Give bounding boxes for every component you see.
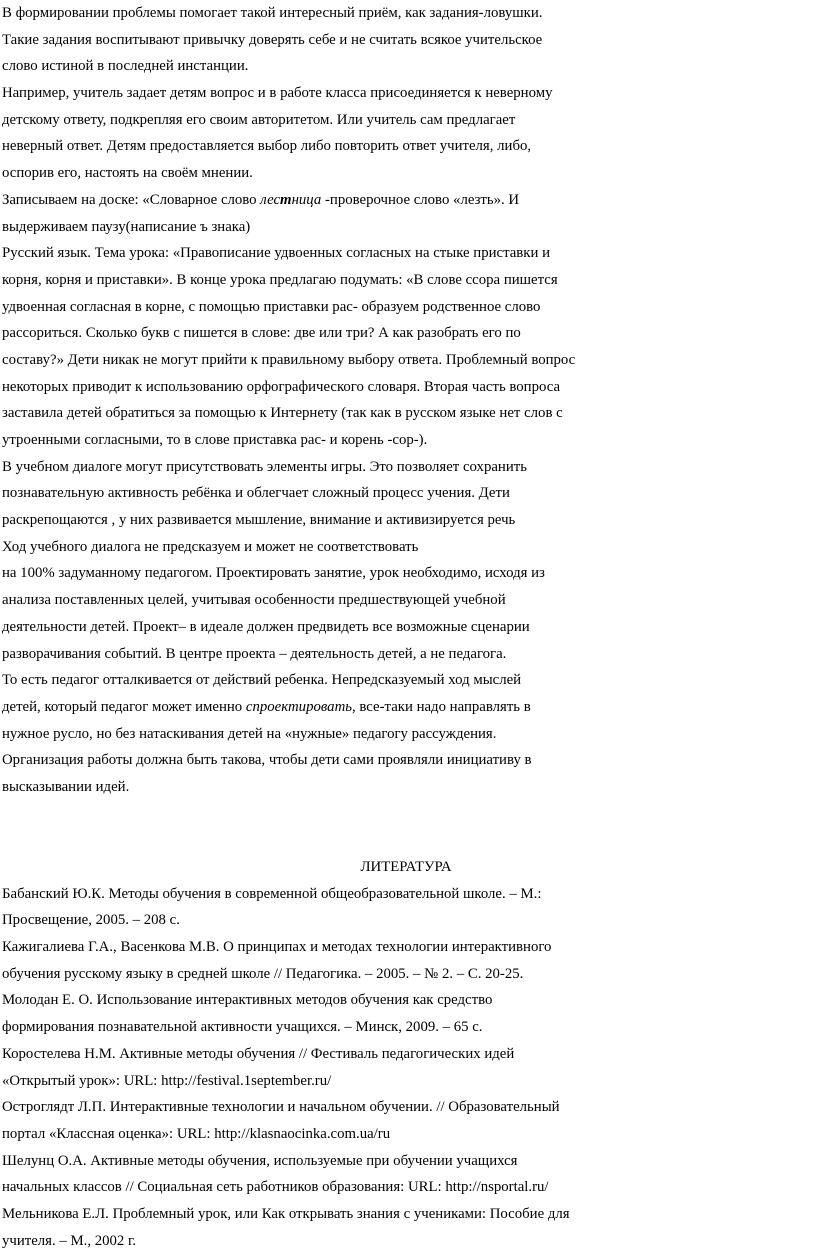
literature-heading: ЛИТЕРАТУРА <box>360 859 452 875</box>
text-line: рассориться. Сколько букв с пишется в слове: две или три? А как разобрать его по <box>2 325 521 342</box>
spacer <box>2 801 810 828</box>
spacer <box>2 827 810 854</box>
literature-line: «Открытый урок»: URL: http://festival.1september.ru/ <box>2 1072 332 1089</box>
project-line-italic: спроектировать <box>245 698 352 715</box>
dictionary-word-suffix: ница <box>291 191 322 208</box>
literature-line: учителя. – М., 2002 г. <box>2 1232 137 1249</box>
text-line: корня, корня и приставки». В конце урока предлагаю подумать: «В слове ссора пишется <box>2 271 558 288</box>
text-line: на 100% задуманному педагогом. Проектировать занятие, урок необходимо, исходя из <box>2 565 545 582</box>
text-line: удвоенная согласная в корне, с помощью приставки рас- образуем родственное слово <box>2 298 541 315</box>
text-line: Такие задания воспитывают привычку доверять себе и не считать всякое учительское <box>2 31 543 48</box>
text-line: раскрепощаются , у них развивается мышление, внимание и активизируется речь <box>2 512 516 529</box>
text-line: Русский язык. Тема урока: «Правописание удвоенных согласных на стыке приставки и <box>2 245 551 262</box>
literature-line: Остроглядт Л.П. Интерактивные технологии и начальном обучении. // Образовательный <box>2 1099 560 1116</box>
text-line: То есть педагог отталкивается от действий ребенка. Непредсказуемый ход мыслей <box>2 672 522 689</box>
text-line: неверный ответ. Детям предоставляется выбор либо повторить ответ учителя, либо, <box>2 138 532 155</box>
project-line <box>2 694 810 721</box>
project-line-before: детей, который педагог может именно <box>2 698 246 715</box>
text-line: выдерживаем паузу(написание ъ знака) <box>2 218 251 235</box>
literature-line: обучения русскому языку в средней школе // Педагогика. – 2005. – № 2. – С. 20-25. <box>2 965 524 982</box>
text-line: составу?» Дети никак не могут прийти к правильному выбору ответа. Проблемный вопрос <box>2 351 576 368</box>
text-line: анализа поставленных целей, учитывая особенности предшествующей учебной <box>2 592 506 609</box>
text-line: Организация работы должна быть такова, чтобы дети сами проявляли инициативу в <box>2 752 532 769</box>
text-line: оспорив его, настоять на своём мнении. <box>2 165 253 182</box>
text-line: утроенными согласными, то в слове приставка рас- и корень -сор-). <box>2 432 428 448</box>
text-line: слово истиной в последней инстанции. <box>2 58 249 75</box>
text-line: некоторых приводит к использованию орфографического словаря. Вторая часть вопроса <box>2 378 561 395</box>
board-line <box>2 187 810 214</box>
text-line: В формировании проблемы помогает такой интересный приём, как задания-ловушки. <box>2 5 543 21</box>
literature-list <box>2 881 810 1254</box>
literature-line: Молодан Е. О. Использование интерактивных методов обучения как средство <box>2 992 493 1009</box>
text-line: Например, учитель задает детям вопрос и в работе класса присоединяется к неверному <box>2 85 553 102</box>
text-line: разворачивания событий. В центре проекта – деятельность детей, а не педагога. <box>2 645 507 662</box>
board-line-after: -проверочное слово «лезть». И <box>321 191 520 208</box>
body-text <box>2 0 810 801</box>
project-line-after: , все-таки надо направлять в <box>352 698 531 715</box>
literature-line: Кажигалиева Г.А., Васенкова М.В. О принципах и методах технологии интерактивного <box>2 939 552 956</box>
text-line: Ход учебного диалога не предсказуем и может не соответствовать <box>2 538 419 555</box>
literature-line: начальных классов // Социальная сеть работников образования: URL: http://nsportal.ru/ <box>2 1179 549 1196</box>
text-line: высказывании идей. <box>2 778 130 795</box>
literature-line: портал «Классная оценка»: URL: http://klasnaocinka.com.ua/ru <box>2 1125 391 1142</box>
literature-line: Бабанский Ю.К. Методы обучения в современной общеобразовательной школе. – М.: <box>2 885 542 902</box>
text-line: нужное русло, но без натаскивания детей на «нужные» педагогу рассуждения. <box>2 725 497 742</box>
literature-line: Коростелева Н.М. Активные методы обучения // Фестиваль педагогических идей <box>2 1045 515 1062</box>
literature-line: Мельникова Е.Л. Проблемный урок, или Как открывать знания с учениками: Пособие для <box>2 1205 570 1222</box>
text-line: детскому ответу, подкрепляя его своим авторитетом. Или учитель сам предлагает <box>2 111 516 128</box>
text-line: заставила детей обратиться за помощью к Интернету (так как в русском языке нет слов с <box>2 405 563 422</box>
text-line: В учебном диалоге могут присутствовать элементы игры. Это позволяет сохранить <box>2 458 527 475</box>
dictionary-word-highlight: т <box>280 191 292 208</box>
dictionary-word <box>260 192 321 208</box>
literature-line: формирования познавательной активности учащихся. – Минск, 2009. – 65 с. <box>2 1019 483 1036</box>
text-line: познавательную активность ребёнка и облегчает сложный процесс учения. Дети <box>2 485 510 502</box>
literature-heading-block <box>2 854 810 881</box>
text-line: деятельности детей. Проект– в идеале должен предвидеть все возможные сценарии <box>2 618 530 635</box>
dictionary-word-prefix: лес <box>260 191 281 208</box>
board-line-before: Записываем на доске: «Словарное слово <box>2 191 261 208</box>
literature-line: Шелунц О.А. Активные методы обучения, используемые при обучении учащихся <box>2 1152 518 1169</box>
literature-line: Просвещение, 2005. – 208 с. <box>2 912 180 929</box>
